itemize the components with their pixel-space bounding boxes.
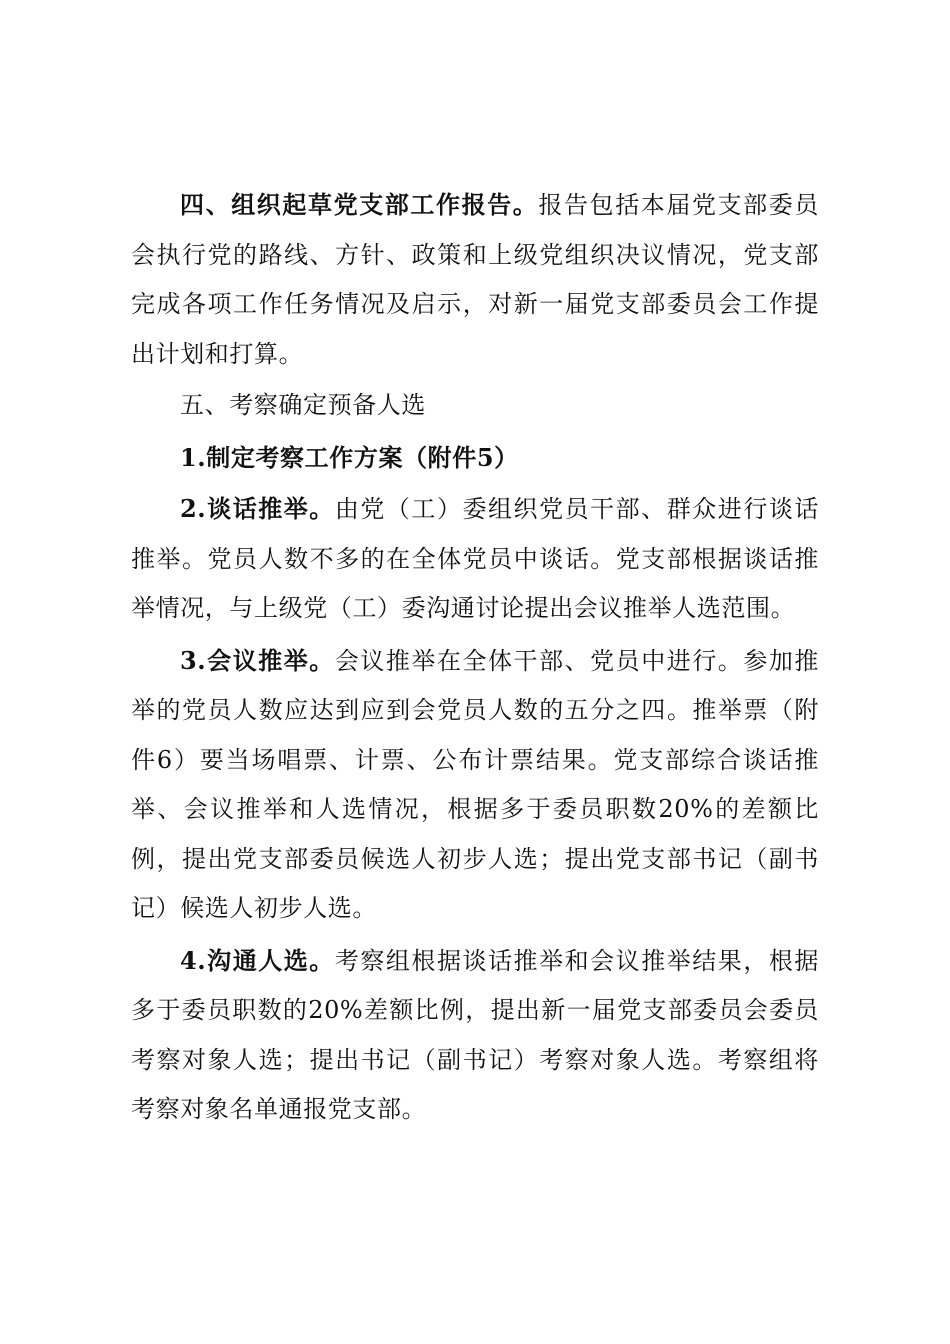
paragraph-meeting-nomination bbox=[131, 636, 819, 934]
paragraph-candidate-communication bbox=[131, 936, 819, 1135]
section-heading: 五、考察确定预备人选 bbox=[180, 391, 426, 419]
paragraph-lead: 3.会议推举。 bbox=[180, 645, 335, 675]
subsection-heading: 1.制定考察工作方案（附件5） bbox=[180, 442, 519, 472]
paragraph-lead: 四、组织起草党支部工作报告。 bbox=[180, 190, 539, 219]
paragraph-body: 报告包括本届党支部委员会执行党的路线、方针、政策和上级党组织决议情况，党支部完成各项工作任务情况及启示，对新一届党支部委员会工作提出计划和打算。 bbox=[131, 191, 819, 368]
paragraph-work-report bbox=[131, 180, 819, 379]
paragraph-lead: 2.谈话推举。 bbox=[180, 494, 335, 523]
paragraph-body: 由党（工）委组织党员干部、群众进行谈话推举。党员人数不多的在全体党员中谈话。党支部根据谈话推举情况，与上级党（工）委沟通讨论提出会议推举人选范围。 bbox=[131, 495, 819, 622]
paragraph-body: 考察组根据谈话推举和会议推举结果，根据多于委员职数的20%差额比例，提出新一届党支部委员会委员考察对象人选；提出书记（副书记）考察对象人选。考察组将考察对象名单通报党支部。 bbox=[131, 946, 819, 1123]
paragraph-body: 会议推举在全体干部、党员中进行。参加推举的党员人数应达到应到会党员人数的五分之四。推举票（附件6）要当场唱票、计票、公布计票结果。党支部综合谈话推举、会议推举和人选情况，根据多于委员职数20%的差额比例，提出党支部委员候选人初步人选；提出党支部书记（副书记）候选人初步人选。 bbox=[131, 646, 819, 922]
paragraph-talk-nomination bbox=[131, 484, 819, 634]
paragraph-lead: 4.沟通人选。 bbox=[180, 945, 335, 975]
document-page bbox=[131, 180, 819, 1135]
